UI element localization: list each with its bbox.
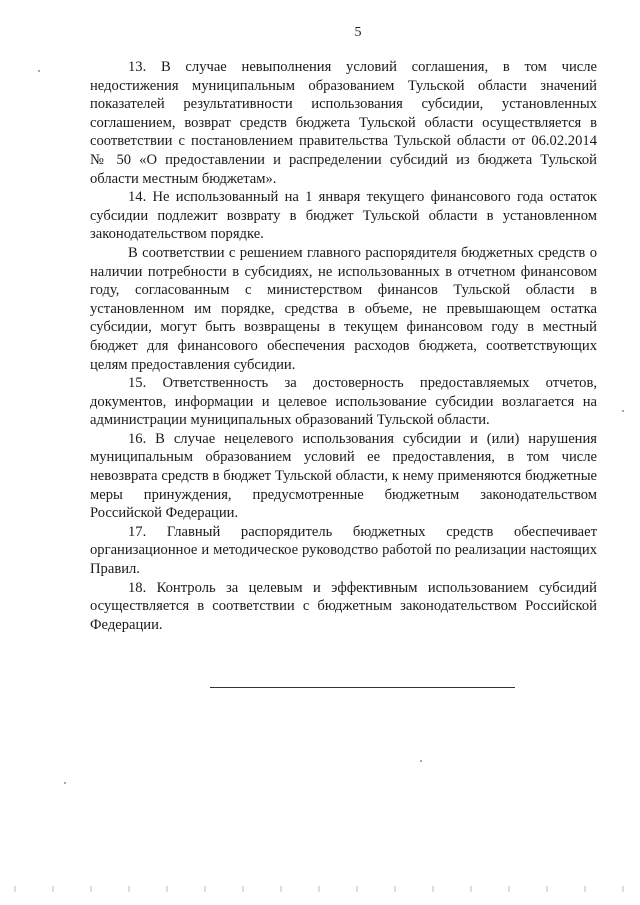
paragraph-13: 13. В случае невыполнения условий соглашения, в том числе недостижения муниципальным образованием Тульской области значений показателей результативности использования субсидии, установленных соглашением, возврат средств бюджета Тульской области осуществляется в соответствии с постановлением правительства Тульской области от 06.02.2014 № 50 «О предоставлении и распределении субсидий из бюджета Тульской области местным бюджетам». [90, 59, 597, 187]
page-number: 5 [354, 25, 362, 40]
scan-speck [38, 70, 40, 72]
paragraph-18: 18. Контроль за целевым и эффективным использованием субсидий осуществляется в соответствии с бюджетным законодательством Российской Федерации. [90, 579, 597, 633]
scan-speck [622, 410, 624, 412]
paragraph-15: 15. Ответственность за достоверность предоставляемых отчетов, документов, информации и целевое использование субсидии возлагается на администрации муниципальных образований Тульской области. [90, 375, 597, 429]
paragraph-17: 17. Главный распорядитель бюджетных средств обеспечивает организационное и методическое руководство работой по реализации настоящих Правил. [90, 523, 597, 578]
paragraph-14-continuation: В соответствии с решением главного распорядителя бюджетных средств о наличии потребности в субсидиях, не использованных в отчетном финансовом году, согласованным с министерством финансов Тульской области в установленном им порядке, средства в объеме, не превышающем остатка субсидии, могут быть возвращены в текущем финансовом году в местный бюджет для финансового обеспечения расходов бюджета, соответствующих целям предоставления субсидии. [90, 244, 597, 373]
scan-bottom-edge [0, 886, 640, 892]
scan-speck [64, 782, 66, 784]
scan-speck [420, 760, 422, 762]
end-separator-line [210, 687, 515, 688]
document-body [90, 58, 597, 634]
paragraph-14: 14. Не использованный на 1 января текущего финансового года остаток субсидии подлежит возврату в бюджет Тульской области в установленном законодательством порядке. [90, 189, 597, 243]
paragraph-16: 16. В случае нецелевого использования субсидии и (или) нарушения муниципальным образованием условий ее предоставления, в том числе невозврата средств в бюджет Тульской области, к нему применяются бюджетные меры принуждения, предусмотренные бюджетным законодательством Российской Федерации. [90, 430, 597, 522]
